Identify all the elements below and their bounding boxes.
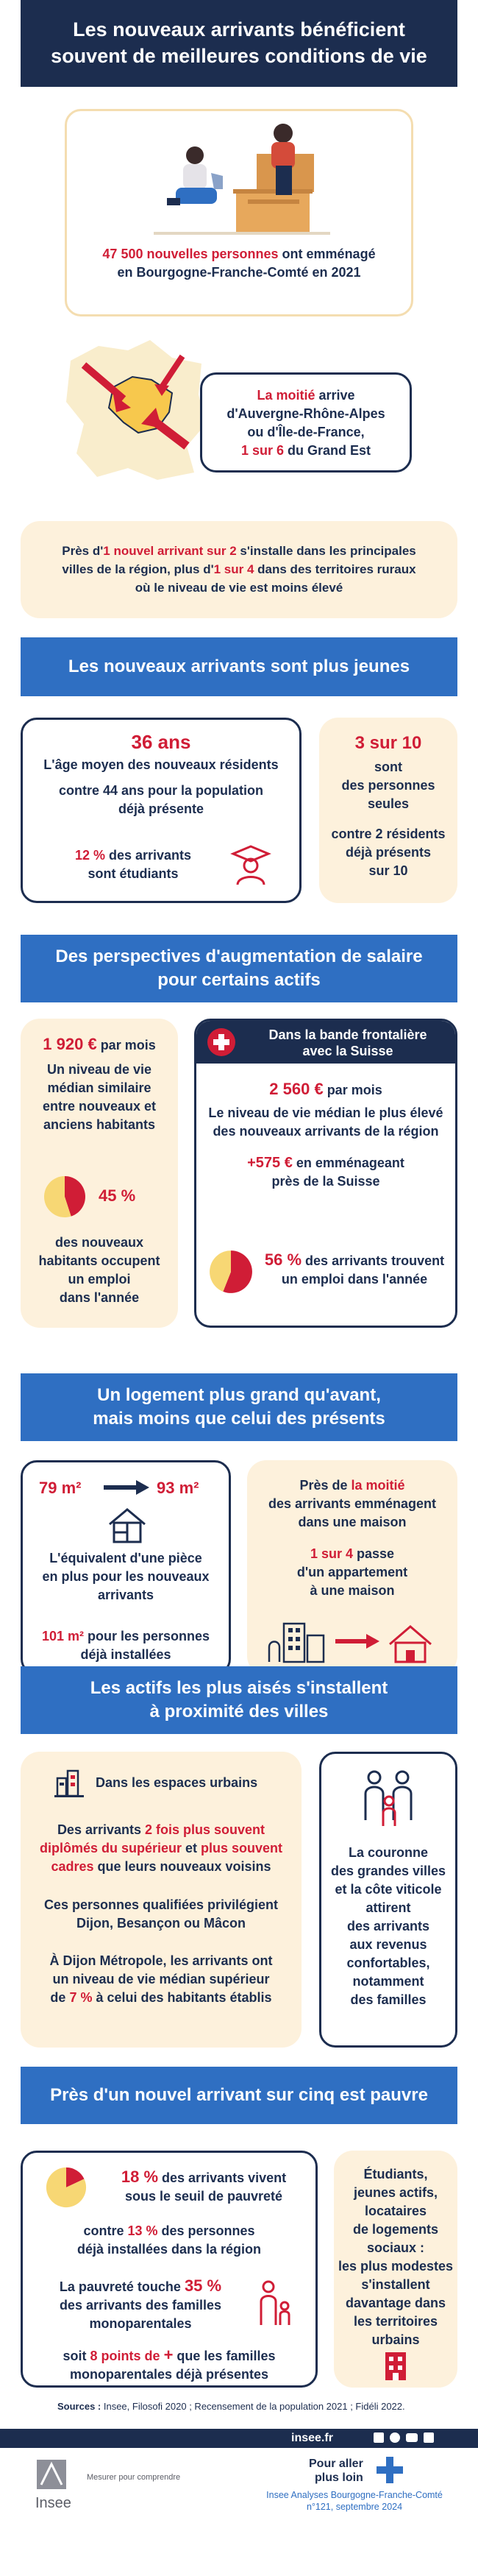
cities-text-3: villes de la région, plus d' [62, 562, 214, 576]
urban-text-2: et [182, 1841, 201, 1855]
origin-half: La moitié [257, 388, 315, 403]
urban-text-1: Des arrivants [57, 1822, 146, 1837]
students-line-6: les plus modestes [338, 2259, 454, 2274]
cities-text-5: où le niveau de vie est moins élevé [135, 581, 343, 595]
job-pct: 45 % [99, 1186, 136, 1205]
swiss-text-2: des nouveaux arrivants de la région [213, 1124, 439, 1139]
section3-title-1: Un logement plus grand qu'avant, [97, 1385, 381, 1405]
origin-region-1: d'Auvergne-Rhône-Alpes [226, 406, 385, 421]
alone-text-5: déjà présents [345, 845, 432, 860]
arrivals-count: 47 500 nouvelles personnes [102, 247, 279, 261]
move-text-3: à une maison [310, 1583, 395, 1598]
more-line-1: Pour aller [309, 2458, 363, 2470]
job-text-3: un emploi [68, 1272, 131, 1287]
swiss-gain: +575 € [247, 1155, 293, 1171]
poverty-card [21, 2151, 318, 2388]
age-text-1: L'âge moyen des nouveaux résidents [43, 757, 279, 772]
cities-text-1: Près d' [62, 544, 104, 558]
swiss-value: 2 560 € [269, 1080, 324, 1098]
students-line-1: Étudiants, [363, 2167, 428, 2182]
publication-ref[interactable] [254, 2489, 454, 2513]
installed-text-2: déjà installées [80, 1647, 171, 1662]
single-text-4: soit [63, 2349, 90, 2363]
swiss-title-2: avec la Suisse [302, 1044, 393, 1058]
poor-text-4: des personnes [157, 2223, 255, 2238]
youtube-icon[interactable] [406, 2433, 418, 2442]
house-text-2: des arrivants emménagent [268, 1496, 437, 1511]
urban-text-3: que leurs nouveaux voisins [93, 1859, 271, 1874]
section3-banner [21, 1373, 457, 1441]
students-pct: 12 % [74, 848, 105, 863]
swiss-job-pct: 56 % [264, 1250, 302, 1269]
sources [57, 2401, 454, 2412]
students-line-7: s'installent [361, 2277, 430, 2292]
swiss-job-text: des arrivants trouvent [302, 1253, 445, 1268]
median-text-4: anciens habitants [43, 1117, 156, 1132]
swiss-flag-icon [207, 1027, 236, 1057]
swiss-gain-text-2: près de la Suisse [271, 1174, 380, 1189]
age-value: 36 ans [131, 731, 191, 753]
linkedin-icon[interactable] [424, 2432, 434, 2443]
page-title-line1: Les nouveaux arrivants bénéficient [73, 18, 405, 40]
house-text-3: dans une maison [298, 1515, 407, 1529]
section5-title: Près d'un nouvel arrivant sur cinq est pauvre [50, 2085, 428, 2105]
poor-text-5: déjà installées dans la région [76, 2242, 262, 2257]
alone-text-4: contre 2 résidents [331, 827, 446, 841]
plus-icon: + [163, 2346, 174, 2364]
section2-title-1: Des perspectives d'augmentation de salaire [55, 946, 423, 966]
students-line-4: de logements [352, 2222, 439, 2237]
insee-site-link[interactable]: insee.fr [291, 2432, 333, 2444]
poor-text-1: des arrivants vivent [158, 2170, 287, 2185]
students-text-2: sont étudiants [88, 866, 179, 881]
section1-title: Les nouveaux arrivants sont plus jeunes [68, 657, 410, 676]
age-text-2: contre 44 ans pour la population [58, 783, 264, 798]
swiss-title-1: Dans la bande frontalière [268, 1027, 427, 1042]
urban-strong-5: 7 % [69, 1990, 93, 2005]
single-text-1: La pauvreté touche [59, 2279, 185, 2294]
intro-arrivals-card [65, 109, 413, 316]
urban-strong-4: cadres [51, 1859, 94, 1874]
city-buildings-icon [54, 1768, 84, 1797]
students-line-9: les territoires [353, 2314, 438, 2329]
alone-card [319, 718, 457, 903]
section4-title-2: à proximité des villes [149, 1702, 329, 1722]
publication-number: n°121, septembre 2024 [306, 2502, 403, 2512]
section2-banner [21, 935, 457, 1002]
job-text-4: dans l'année [59, 1290, 140, 1305]
students-line-2: jeunes actifs, [353, 2185, 438, 2200]
arrivals-region: en Bourgogne-Franche-Comté en 2021 [117, 265, 361, 280]
apartment-to-house-icon [263, 1618, 440, 1665]
poor-pct: 18 % [121, 2168, 159, 2186]
cities-card [21, 521, 457, 618]
poverty-pie [45, 2166, 88, 2209]
median-text-2: médian similaire [47, 1080, 151, 1095]
insee-logo-icon [37, 2460, 66, 2494]
alone-text-3: seules [367, 796, 410, 811]
poor-text-2: sous le seuil de pauvreté [124, 2189, 283, 2204]
family-icon [358, 1769, 420, 1827]
alone-text-1: sont [374, 760, 402, 774]
publication-title: Insee Analyses Bourgogne-Franche-Comté [266, 2490, 443, 2500]
crown-card [319, 1752, 457, 2048]
section4-title-1: Les actifs les plus aisés s'installent [90, 1678, 388, 1698]
origin-sixth: 1 sur 6 [240, 443, 285, 458]
sources-label: Sources : [57, 2401, 101, 2412]
section1-banner [21, 637, 457, 696]
page-title-line2: souvent de meilleures conditions de vie [51, 45, 427, 67]
more-line-2: plus loin [315, 2471, 363, 2484]
move-text: passe [353, 1546, 395, 1561]
house-card [247, 1460, 457, 1675]
median-value: 1 920 € [43, 1035, 97, 1053]
cities-strong-1: 1 nouvel arrivant sur 2 [103, 544, 237, 558]
crown-text-8: notamment [352, 1974, 424, 1989]
students-text-1: des arrivants [104, 848, 192, 863]
room-plan-icon [105, 1507, 149, 1545]
cities-text-4: dans des territoires ruraux [254, 562, 416, 576]
moving-boxes-illustration [146, 121, 338, 239]
room-text-2: en plus pour les nouveaux [42, 1569, 210, 1584]
installed-text: pour les personnes [84, 1629, 210, 1643]
crown-text-9: des familles [350, 1992, 427, 2007]
swiss-job-text-2: un emploi dans l'année [281, 1272, 428, 1287]
cities-strong-2: 1 sur 4 [213, 562, 254, 576]
single-text-2: des arrivants des familles [59, 2298, 222, 2313]
alone-text-6: sur 10 [368, 863, 408, 878]
poor-text-3: contre [83, 2223, 128, 2238]
single-text-3: monoparentales [89, 2316, 192, 2331]
median-text-3: entre nouveaux et [42, 1099, 157, 1114]
insee-tagline: Mesurer pour comprendre [87, 2473, 181, 2482]
origin-region-2: ou d'Île-de-France, [247, 425, 365, 439]
facebook-icon[interactable] [374, 2432, 384, 2443]
students-line-8: davantage dans [345, 2296, 446, 2310]
job-pie [43, 1175, 87, 1219]
job-text-2: habitants occupent [38, 1253, 160, 1268]
footer-bar [0, 2429, 478, 2448]
move-text-2: d'un appartement [296, 1565, 408, 1579]
single-pct: 35 % [184, 2276, 222, 2295]
crown-text-2: des grandes villes [330, 1864, 446, 1878]
alone-text-2: des personnes [341, 778, 435, 793]
urban-text-8: de [50, 1990, 70, 2005]
to-size: 93 m² [157, 1479, 199, 1497]
students-line-5: sociaux : [366, 2240, 425, 2255]
plus-cross-icon[interactable] [377, 2457, 403, 2483]
more-info [309, 2457, 363, 2485]
origin-sixth-text: du Grand Est [284, 443, 371, 458]
swiss-card [194, 1019, 457, 1328]
building-icon [381, 2349, 410, 2382]
sources-text: Insee, Filosofi 2020 ; Recensement de la population 2021 ; Fidéli 2022. [101, 2401, 405, 2412]
arrow-right-icon [104, 1480, 149, 1495]
urban-text-4: Ces personnes qualifiées privilégient [43, 1897, 279, 1912]
single-text-5: que les familles [173, 2349, 276, 2363]
twitter-icon[interactable] [390, 2432, 400, 2443]
installed-size: 101 m² [41, 1629, 84, 1643]
swiss-unit: par mois [323, 1083, 382, 1097]
crown-text-6: aux revenus [349, 1937, 427, 1952]
median-text-1: Un niveau de vie [46, 1062, 152, 1077]
region-map [62, 336, 209, 483]
crown-text-5: des arrivants [346, 1919, 430, 1933]
from-size: 79 m² [39, 1479, 82, 1497]
house-strong: la moitié [351, 1478, 405, 1493]
insee-logo-text: Insee [35, 2495, 71, 2511]
students-line-10: urbains [371, 2332, 420, 2347]
room-text-3: arrivants [97, 1588, 154, 1602]
social-icons [374, 2432, 434, 2443]
swiss-job-pie [208, 1249, 254, 1295]
urban-text-9: à celui des habitants établis [92, 1990, 272, 2005]
crown-text-4: attirent [365, 1900, 411, 1915]
age-card [21, 718, 302, 903]
page-header [21, 0, 457, 87]
crown-text-1: La couronne [348, 1845, 428, 1860]
students-card [334, 2151, 457, 2388]
alone-value: 3 sur 10 [354, 733, 422, 753]
swiss-gain-text: en emménageant [292, 1156, 404, 1170]
section2-title-2: pour certains actifs [157, 970, 321, 990]
house-text-1: Près de [299, 1478, 352, 1493]
urban-strong-2: diplômés du supérieur [39, 1841, 182, 1855]
origin-half-text: arrive [315, 388, 355, 403]
single-strong: 8 points de [90, 2349, 160, 2363]
single-text-6: monoparentales déjà présentes [69, 2367, 269, 2382]
urban-text-5: Dijon, Besançon ou Mâcon [76, 1916, 246, 1931]
median-unit: par mois [96, 1038, 156, 1052]
section3-title-2: mais moins que celui des présents [93, 1409, 385, 1429]
housing-size-card [21, 1460, 231, 1675]
swiss-text-1: Le niveau de vie médian le plus élevé [208, 1105, 443, 1120]
room-text-1: L'équivalent d'une pièce [49, 1551, 202, 1565]
cities-text-2: s'installe dans les principales [236, 544, 416, 558]
urban-card [21, 1752, 302, 2048]
crown-text-7: confortables, [346, 1956, 430, 1970]
section5-banner [21, 2067, 457, 2124]
crown-text-3: et la côte viticole [335, 1882, 442, 1897]
origin-card [200, 372, 412, 473]
urban-text-7: un niveau de vie médian supérieur [52, 1972, 270, 1986]
urban-title: Dans les espaces urbains [96, 1775, 258, 1790]
median-card [21, 1019, 178, 1328]
job-text-1: des nouveaux [54, 1235, 144, 1250]
single-parent-icon [255, 2279, 292, 2326]
urban-text-6: À Dijon Métropole, les arrivants ont [49, 1953, 273, 1968]
graduate-icon [230, 843, 271, 886]
poor-strong: 13 % [127, 2223, 158, 2238]
urban-strong-1: 2 fois plus souvent [145, 1822, 265, 1837]
urban-strong-3: plus souvent [201, 1841, 283, 1855]
move-strong: 1 sur 4 [310, 1546, 353, 1561]
section4-banner [21, 1666, 457, 1734]
age-text-3: déjà présente [118, 802, 204, 816]
arrivals-count-text: ont emménagé [278, 247, 376, 261]
students-line-3: locataires [364, 2204, 427, 2218]
